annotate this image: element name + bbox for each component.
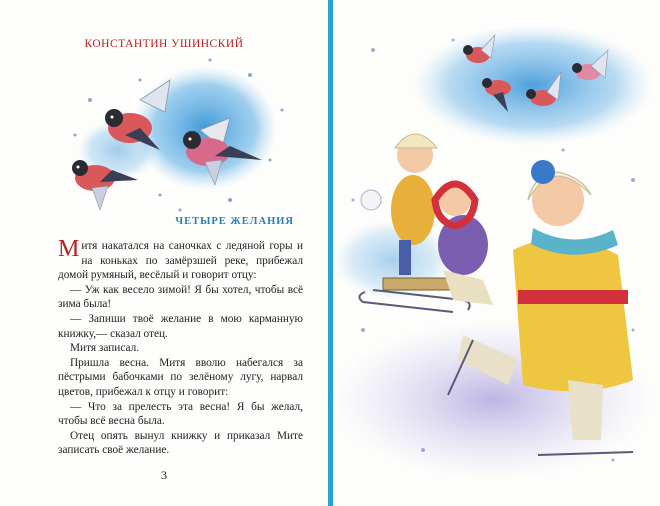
left-page [0,0,328,506]
page-number: 3 [161,468,167,482]
paragraph: Отец опять вынул книжку и приказал Мите записать своё желание. [58,429,303,457]
paragraph: — Запиши твоё желание в мою карманную книжку,— сказал отец. [58,312,303,340]
right-page [333,0,660,506]
children-winter-illustration [333,0,660,506]
blue-sky-splash [413,25,653,145]
paragraph: Митя записал. [70,342,140,355]
paragraph: — Что за прелесть эта весна! Я бы желал, чтобы всё весна была. [58,400,303,428]
snowball [361,190,381,210]
story-text [58,236,303,458]
bullfinches-illustration [0,0,328,230]
paragraph: Пришла весна. Митя вволю набегался за пёстрыми бабочками по зелёному лугу, нарвал цветов, прибежал к отцу и говорит: [58,356,303,398]
paragraph: — Уж как весело зимой! Я бы хотел, чтобы всё зима была! [58,283,303,311]
drop-cap: М [58,236,80,262]
author-name: КОНСТАНТИН УШИНСКИЙ [84,38,244,50]
paragraph: Митя накатался на саночках с ледяной горы и на коньках по замёрзшей реке, прибежал домой румяный, весёлый и говорит отцу: [58,236,303,282]
story-title: ЧЕТЫРЕ ЖЕЛАНИЯ [175,216,294,227]
